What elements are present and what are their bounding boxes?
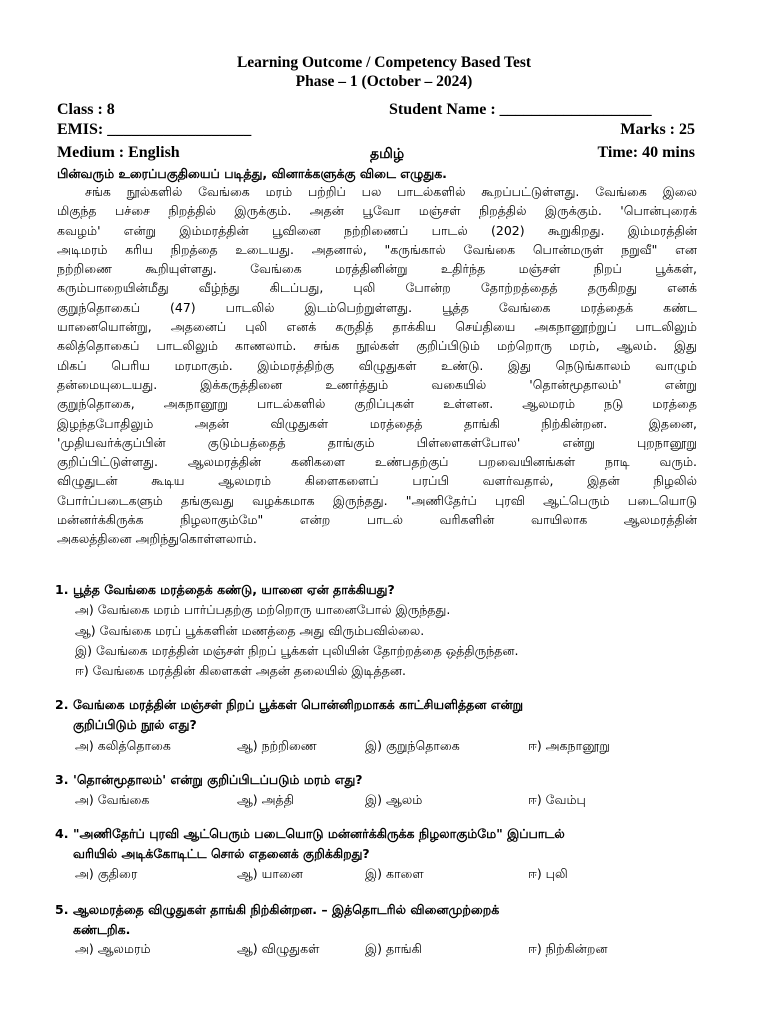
q3-option-b[interactable]: ஆ) அத்தி (237, 792, 294, 807)
subject-label: தமிழ் (370, 146, 405, 162)
passage-line: அடிமரம் கரிய நிறத்தை உடையது. அதனால், "கருங்கால் வேங்கை பொன்மருள் நறுவீ" என (57, 241, 697, 257)
passage-line: குறிப்பிட்டுள்ளது. ஆலமரத்தின் கனிகளை உண்பதற்குப் பறவையினங்கள் நாடி வரும். (57, 454, 697, 470)
passage-line: கரும்பாறையின்மீது வீழ்ந்து கிடப்பது, புலி போன்ற தோற்றத்தைத் தருகிறது எனக் (57, 280, 697, 296)
q4-option-a[interactable]: அ) குதிரை (75, 866, 138, 881)
q2-option-b[interactable]: ஆ) நற்றிணை (237, 738, 317, 753)
time-label: Time: 40 mins (597, 144, 695, 161)
question-text: ஆலமரத்தை விழுதுகள் தாங்கி நிற்கின்றன. – இத்தொடரில் வினைமுற்றைக் (73, 902, 500, 917)
q1-option-c[interactable]: இ) வேங்கை மரத்தின் மஞ்சள் நிறப் பூக்கள் புலியின் தோற்றத்தை ஒத்திருந்தன. (75, 643, 519, 658)
passage-line: மிகப் பெரிய மரமாகும். இம்மரத்திற்கு விழுதுகள் உண்டு. இது நெடுங்காலம் வாழும் (57, 357, 697, 373)
passage-line: குறுந்தொகை, அகநானூறு பாடல்களில் குறிப்புகள் உள்ளன. ஆலமரம் நடு மரத்தை (57, 396, 697, 412)
q1-option-d[interactable]: ஈ) வேங்கை மரத்தின் கிளைகள் அதன் தலையில் இடித்தன. (75, 663, 406, 678)
passage-line: குறுந்தொகைப் (47) பாடலில் இடம்பெற்றுள்ளது. பூத்த வேங்கை மரத்தைக் கண்ட (57, 299, 697, 315)
q3-option-a[interactable]: அ) வேங்கை (75, 792, 150, 807)
question-5-line2: கண்டறிக. (73, 922, 131, 937)
question-4-line2: வரியில் அடிக்கோடிட்ட சொல் எதனைக் குறிக்கிறது? (73, 846, 370, 861)
q4-option-b[interactable]: ஆ) யானை (237, 866, 303, 881)
q4-option-c[interactable]: இ) காளை (365, 866, 424, 881)
passage-line: சங்க நூல்களில் வேங்கை மரம் பற்றிப் பல பாடல்களில் கூறப்பட்டுள்ளது. வேங்கை இலை (85, 184, 697, 199)
question-number: 2. (55, 697, 69, 712)
q5-option-c[interactable]: இ) தாங்கி (365, 941, 422, 956)
question-1 (55, 582, 395, 599)
q4-option-d[interactable]: ஈ) புலி (528, 866, 568, 881)
question-text: "அணிதேர்ப் புரவி ஆட்பெரும் படையொடு மன்னர்க்கிருக்க நிழலாகும்மே" இப்பாடல் (73, 826, 565, 841)
test-title: Learning Outcome / Competency Based Test (236, 54, 532, 71)
question-4 (55, 826, 565, 843)
emis-field: EMIS: __________________ (57, 121, 252, 138)
question-text: வேங்கை மரத்தின் மஞ்சள் நிறப் பூக்கள் பொன்னிறமாகக் காட்சியளித்தன என்று (73, 697, 524, 712)
student-name-field: Student Name : ___________________ (389, 101, 652, 118)
q5-option-b[interactable]: ஆ) விழுதுகள் (237, 941, 320, 956)
instruction: பின்வரும் உரைப்பகுதியைப் படித்து, வினாக்களுக்கு விடை எழுதுக. (57, 166, 447, 181)
passage-line: நற்றிணை கூறியுள்ளது. வேங்கை மரத்தினின்று உதிர்ந்த மஞ்சள் நிறப் பூக்கள், (57, 261, 697, 277)
question-2-line2: குறிப்பிடும் நூல் எது? (73, 717, 197, 732)
passage-line: கலித்தொகைப் பாடலிலும் காணலாம். சங்க நூல்கள் குறிப்பிடும் மற்றொரு மரம், ஆலம். இது (57, 338, 697, 354)
q3-option-c[interactable]: இ) ஆலம் (365, 792, 423, 807)
passage-line: அகலத்தினை அறிந்துகொள்ளலாம். (57, 531, 257, 547)
passage-line: போர்ப்படைகளும் தங்குவது வழக்கமாக இருந்தது. "அணிதேர்ப் புரவி ஆட்பெரும் படையொடு (57, 492, 697, 508)
question-3 (55, 772, 363, 789)
passage-line: மிகுந்த பச்சை நிறத்தில் இருக்கும். அதன் பூவோ மஞ்சள் நிறத்தில் இருக்கும். 'பொன்புரைக் (57, 203, 697, 219)
passage-line: விழுதுடன் கூடிய ஆலமரம் கிளைகளைப் பரப்பி வளர்வதால், இதன் நிழலில் (57, 473, 697, 489)
q1-option-a[interactable]: அ) வேங்கை மரம் பார்ப்பதற்கு மற்றொரு யானைபோல் இருந்தது. (75, 602, 451, 617)
reading-passage (57, 182, 697, 549)
question-2 (55, 697, 523, 714)
medium-label: Medium : English (57, 144, 180, 161)
q2-option-a[interactable]: அ) கலித்தொகை (75, 738, 171, 753)
question-number: 1. (55, 582, 69, 597)
q1-option-b[interactable]: ஆ) வேங்கை மரப் பூக்களின் மணத்தை அது விரும்பவில்லை. (75, 623, 425, 638)
passage-line: மன்னர்க்கிருக்க நிழலாகும்மே" என்ற பாடல் வரிகளின் வாயிலாக ஆலமரத்தின் (57, 512, 697, 528)
question-5 (55, 902, 499, 919)
question-text: 'தொன்மூதாலம்' என்று குறிப்பிடப்படும் மரம் எது? (73, 772, 363, 787)
marks-label: Marks : 25 (620, 121, 695, 138)
passage-line: 'முதியவர்க்குப்பின் குடும்பத்தைத் தாங்கும் பிள்ளைகள்போல' என்று புறநானூறு (57, 434, 697, 450)
q2-option-d[interactable]: ஈ) அகநானூறு (528, 738, 610, 753)
passage-line: தன்மையுடையது. இக்கருத்தினை உணர்த்தும் வகையில் 'தொன்மூதாலம்' என்று (57, 376, 697, 392)
passage-line: இழந்தபோதிலும் அதன் விழுதுகள் மரத்தைத் தாங்கி நிற்கின்றன. இதனை, (57, 415, 697, 431)
q3-option-d[interactable]: ஈ) வேம்பு (528, 792, 586, 807)
question-number: 4. (55, 826, 69, 841)
test-phase: Phase – 1 (October – 2024) (295, 73, 473, 90)
class-label: Class : 8 (57, 101, 115, 118)
q2-option-c[interactable]: இ) குறுந்தொகை (365, 738, 460, 753)
question-number: 3. (55, 772, 69, 787)
q5-option-a[interactable]: அ) ஆலமரம் (75, 941, 151, 956)
q5-option-d[interactable]: ஈ) நிற்கின்றன (528, 941, 608, 956)
passage-line: கவழம்' என்று இம்மரத்தின் பூவினை நற்றிணைப் பாடல் (202) கூறுகிறது. இம்மரத்தின் (57, 222, 697, 238)
question-text: பூத்த வேங்கை மரத்தைக் கண்டு, யானை ஏன் தாக்கியது? (73, 582, 395, 597)
question-number: 5. (55, 902, 69, 917)
passage-line: யானையொன்று, அதனைப் புலி எனக் கருதித் தாக்கிய செய்தியை அகநானூற்றுப் பாடலிலும் (57, 319, 697, 335)
